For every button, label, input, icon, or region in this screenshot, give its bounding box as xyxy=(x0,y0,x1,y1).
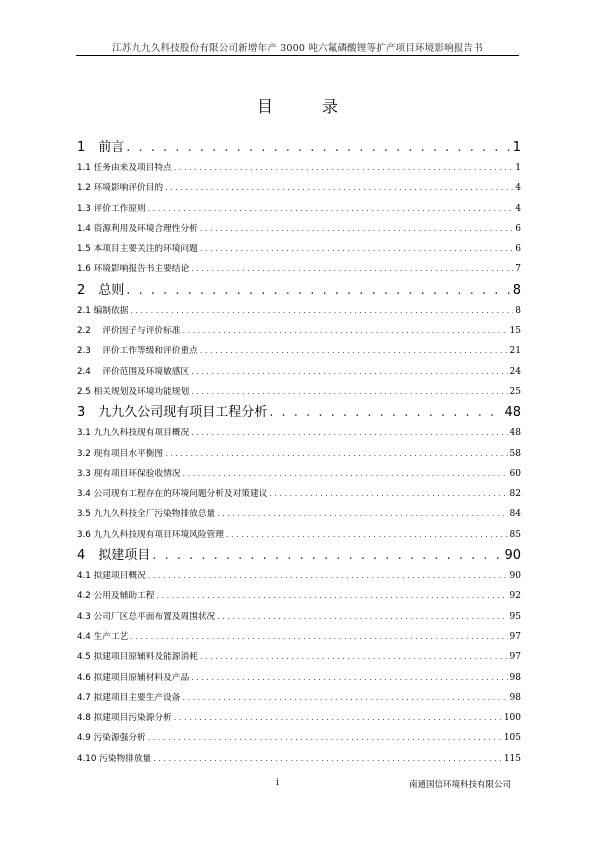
toc-section-entry[interactable] xyxy=(77,525,521,545)
toc-dot-leader xyxy=(226,525,508,545)
toc-entry-label: 1.3 评价工作原则 xyxy=(77,203,146,214)
toc-section-entry[interactable] xyxy=(77,444,521,464)
toc-entry-label: 4.2 公用及辅助工程 xyxy=(77,591,155,602)
toc-entry-label: 2.1 编制依据 xyxy=(77,305,129,316)
toc-section-entry[interactable] xyxy=(77,199,521,219)
toc-entry-label: 3.5 九九久科技全厂污染物排放总量 xyxy=(77,509,216,520)
toc-section-entry[interactable] xyxy=(77,158,521,178)
toc-entry-page: 85 xyxy=(509,529,521,540)
toc-entry-label: 2.4 评价范围及环境敏感区 xyxy=(77,366,190,377)
toc-dot-leader xyxy=(148,728,502,748)
toc-entry-label: 4.8 拟建项目污染源分析 xyxy=(77,713,172,724)
toc-dot-leader xyxy=(174,158,514,178)
toc-section-entry[interactable] xyxy=(77,484,521,504)
toc-section-entry[interactable] xyxy=(77,259,521,279)
toc-section-entry[interactable] xyxy=(77,668,521,688)
toc-entry-page: 48 xyxy=(509,428,521,439)
toc-dot-leader xyxy=(182,464,507,484)
toc-section-entry[interactable] xyxy=(77,464,521,484)
toc-dot-leader xyxy=(200,341,508,361)
toc-entry-page: 8 xyxy=(515,305,521,316)
toc-entry-page: 1 xyxy=(515,163,521,173)
toc-entry-label: 4.9 污染源强分析 xyxy=(77,733,146,744)
toc-entry-label: 1.2 环境影响评价目的 xyxy=(77,183,164,194)
toc-title: 目 录 xyxy=(256,97,361,116)
toc-dot-leader xyxy=(130,627,507,647)
toc-section-entry[interactable] xyxy=(77,219,521,239)
toc-dot-leader xyxy=(191,259,513,279)
toc-entry-label: 4.4 生产工艺 xyxy=(77,631,129,642)
toc-entry-label: 2.2 评价因子与评价标准 xyxy=(77,326,181,337)
toc-entry-page: 95 xyxy=(509,611,521,622)
toc-section-entry[interactable] xyxy=(77,749,521,769)
header-divider xyxy=(76,55,519,56)
toc-section-entry[interactable] xyxy=(77,586,521,606)
toc-entry-label: 3.3 现有项目环保验收情况 xyxy=(77,468,181,479)
toc-section-entry[interactable] xyxy=(77,708,521,728)
toc-entry-label: 2 总则 xyxy=(77,282,125,298)
toc-entry-page: 8 xyxy=(512,282,521,298)
toc-entry-page: 25 xyxy=(509,386,521,397)
toc-chapter-entry[interactable] xyxy=(77,402,521,423)
toc-entry-label: 4 拟建项目 xyxy=(77,548,151,564)
toc-dot-leader xyxy=(191,668,507,688)
toc-entry-page: 4 xyxy=(515,183,521,194)
toc-section-entry[interactable] xyxy=(77,423,521,443)
toc-entry-page: 97 xyxy=(509,631,521,642)
toc-dot-leader xyxy=(200,647,508,667)
toc-entry-label: 4.10 污染物排放量 xyxy=(77,753,152,764)
toc-entry-page: 24 xyxy=(509,366,521,377)
toc-entry-page: 98 xyxy=(509,672,521,683)
toc-entry-label: 1 前言 xyxy=(77,140,125,155)
toc-section-entry[interactable] xyxy=(77,382,521,402)
toc-entry-page: 6 xyxy=(515,244,521,255)
toc-dot-leader xyxy=(191,362,507,382)
toc-dot-leader xyxy=(148,566,508,586)
toc-dot-leader xyxy=(165,178,513,198)
toc-entry-label: 2.3 评价工作等级和评价重点 xyxy=(77,346,198,357)
toc-dot-leader xyxy=(200,239,513,259)
toc-section-entry[interactable] xyxy=(77,566,521,586)
toc-entry-page: 115 xyxy=(503,753,521,764)
page-number: i xyxy=(276,778,279,788)
toc-dot-leader xyxy=(126,137,510,158)
toc-dot-leader xyxy=(126,280,510,301)
toc-entry-page: 7 xyxy=(515,264,521,275)
toc-entry-page: 98 xyxy=(509,692,521,703)
toc-section-entry[interactable] xyxy=(77,341,521,361)
toc-entry-page: 82 xyxy=(509,489,521,500)
toc-entry-page: 97 xyxy=(509,652,521,663)
toc-section-entry[interactable] xyxy=(77,607,521,627)
toc-section-entry[interactable] xyxy=(77,321,521,341)
toc-dot-leader xyxy=(156,586,507,606)
toc-entry-page: 1 xyxy=(512,140,521,155)
toc-entry-label: 3.6 九九久科技现有项目环境风险管理 xyxy=(77,529,224,540)
toc-dot-leader xyxy=(165,444,507,464)
running-header: 江苏九九久科技股份有限公司新增年产 3000 吨六氟磷酸锂等扩产项目环境影响报告书 xyxy=(112,43,483,54)
toc-section-entry[interactable] xyxy=(77,627,521,647)
toc-section-entry[interactable] xyxy=(77,239,521,259)
toc-entry-label: 4.6 拟建项目原辅材料及产品 xyxy=(77,672,190,683)
toc-entry-page: 92 xyxy=(509,591,521,602)
toc-entry-label: 2.5 相关规划及环境功能规划 xyxy=(77,386,190,397)
toc-chapter-entry[interactable] xyxy=(77,280,521,301)
toc-entry-label: 1.1 任务由来及项目特点 xyxy=(77,163,172,173)
toc-section-entry[interactable] xyxy=(77,688,521,708)
toc-dot-leader xyxy=(191,382,507,402)
toc-dot-leader xyxy=(152,545,502,566)
toc-dot-leader xyxy=(191,423,507,443)
footer-organization: 南通国信环境科技有限公司 xyxy=(408,780,511,790)
toc-section-entry[interactable] xyxy=(77,301,521,321)
toc-entry-page: 100 xyxy=(503,713,521,724)
toc-entry-page: 58 xyxy=(509,448,521,459)
toc-dot-leader xyxy=(217,607,507,627)
toc-entry-page: 84 xyxy=(509,509,521,520)
toc-entry-page: 6 xyxy=(515,223,521,234)
toc-entry-page: 105 xyxy=(503,733,521,744)
toc-entry-page: 90 xyxy=(509,571,521,582)
toc-entry-page: 4 xyxy=(515,203,521,214)
toc-dot-leader xyxy=(182,688,507,708)
toc-entry-page: 90 xyxy=(504,548,521,564)
toc-entry-label: 4.5 拟建项目原辅料及能源消耗 xyxy=(77,652,198,663)
toc-entry-label: 1.6 环境影响报告书主要结论 xyxy=(77,264,190,275)
table-of-contents xyxy=(77,137,521,769)
toc-entry-label: 3 九九久公司现有项目工程分析 xyxy=(77,405,268,421)
toc-chapter-entry[interactable] xyxy=(77,137,521,158)
toc-dot-leader xyxy=(182,321,507,341)
toc-entry-page: 48 xyxy=(504,405,521,421)
toc-section-entry[interactable] xyxy=(77,647,521,667)
toc-dot-leader xyxy=(217,504,507,524)
toc-dot-leader xyxy=(269,484,507,504)
toc-section-entry[interactable] xyxy=(77,178,521,198)
toc-section-entry[interactable] xyxy=(77,362,521,382)
toc-entry-page: 21 xyxy=(509,346,521,357)
toc-dot-leader xyxy=(153,749,502,769)
toc-dot-leader xyxy=(269,402,502,423)
toc-section-entry[interactable] xyxy=(77,504,521,524)
toc-entry-label: 1.5 本项目主要关注的环境问题 xyxy=(77,244,198,255)
toc-dot-leader xyxy=(148,199,514,219)
toc-entry-page: 15 xyxy=(509,326,521,337)
toc-chapter-entry[interactable] xyxy=(77,545,521,566)
toc-entry-label: 3.1 九九久科技现有项目概况 xyxy=(77,428,190,439)
toc-entry-label: 4.7 拟建项目主要生产设备 xyxy=(77,692,181,703)
toc-dot-leader xyxy=(130,301,513,321)
toc-dot-leader xyxy=(200,219,513,239)
toc-entry-label: 3.2 现有项目水平衡图 xyxy=(77,448,164,459)
toc-section-entry[interactable] xyxy=(77,728,521,748)
toc-entry-label: 1.4 资源利用及环境合理性分析 xyxy=(77,223,198,234)
toc-entry-page: 60 xyxy=(509,468,521,479)
toc-entry-label: 4.1 拟建项目概况 xyxy=(77,571,146,582)
toc-entry-label: 3.4 公司现有工程存在的环境问题分析及对策建议 xyxy=(77,489,268,500)
toc-dot-leader xyxy=(174,708,502,728)
toc-entry-label: 4.3 公司厂区总平面布置及周围状况 xyxy=(77,611,216,622)
